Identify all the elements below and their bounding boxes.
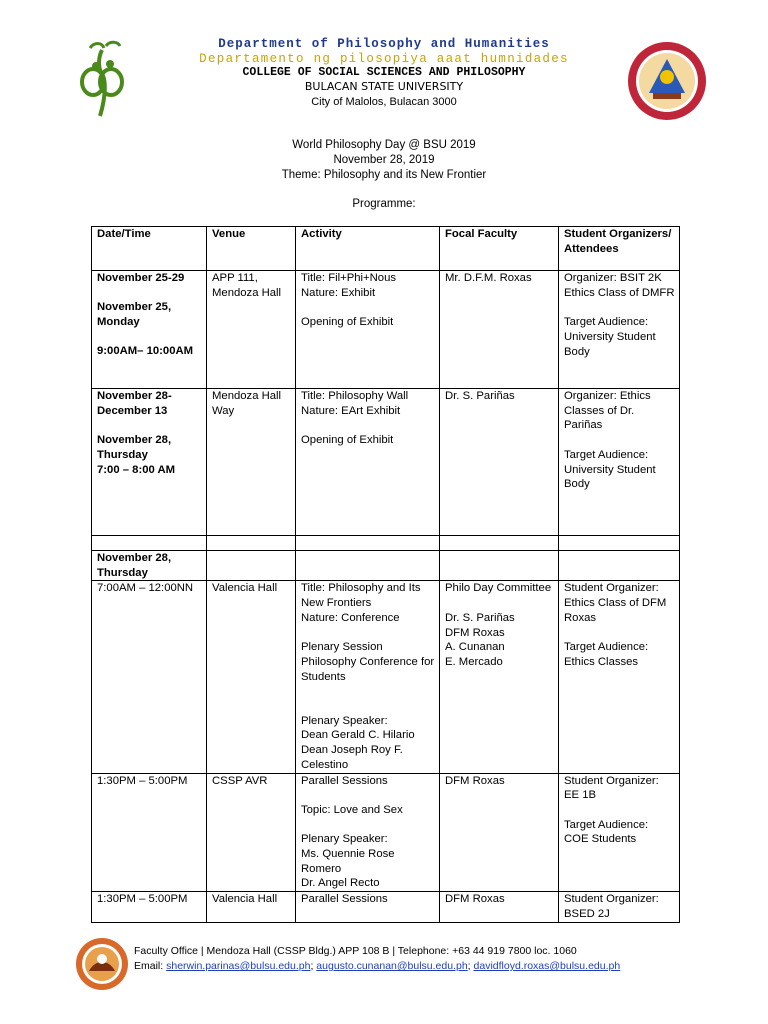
cell-activity (296, 271, 440, 389)
city-address: City of Malolos, Bulacan 3000 (311, 96, 457, 108)
table-row (92, 892, 680, 922)
email-label: Email: (134, 960, 164, 972)
table-row (92, 773, 680, 892)
cell-student: Student Organizer: BSED 2J (559, 892, 680, 922)
plenary-speaker: Dr. Angel Recto (301, 877, 380, 890)
email-link-roxas[interactable]: davidfloyd.roxas@bulsu.edu.ph (473, 960, 621, 972)
cell-venue: APP 111, Mendoza Hall (207, 271, 296, 389)
cell-date-time (92, 271, 207, 389)
activity-title: Title: Philosophy Wall (301, 390, 409, 402)
cell-venue: CSSP AVR (207, 773, 296, 892)
cell-venue: Valencia Hall (207, 581, 296, 773)
organizer: Student Organizer: EE 1B (564, 774, 659, 802)
conference-name: Philosophy Conference for Students (301, 655, 435, 683)
college-seal-icon (75, 937, 129, 991)
plenary-session: Plenary Session (301, 641, 383, 654)
activity-opening: Opening of Exhibit (301, 434, 394, 447)
cell-focal-faculty (440, 581, 559, 773)
table-row (92, 581, 680, 773)
email-link-parinas[interactable]: sherwin.parinas@bulsu.edu.ph (166, 960, 311, 972)
table-row (92, 271, 680, 389)
event-date: November 28, 2019 (333, 154, 435, 166)
organizer: Organizer: BSIT 2K Ethics Class of DMFR (564, 272, 675, 299)
programme-label: Programme: (352, 198, 416, 210)
plenary-speaker: Ms. Quennie Rose Romero (301, 848, 395, 875)
parallel-sessions: Parallel Sessions (301, 774, 388, 787)
cell-venue: Valencia Hall (207, 892, 296, 922)
faculty-member: Dr. S. Pariñas (445, 611, 515, 624)
cell-date-time: November 28, Thursday (92, 551, 207, 581)
target-audience: Target Audience: COE Students (564, 818, 649, 846)
cell-date-time (92, 389, 207, 536)
cell-activity: Parallel Sessions (296, 892, 440, 922)
date-range: November 28- December 13 (97, 390, 172, 417)
activity-title: Title: Philosophy and Its New Frontiers (301, 582, 421, 610)
cell-date-time: 1:30PM – 5:00PM (92, 773, 207, 892)
activity-opening: Opening of Exhibit (301, 316, 394, 329)
plenary-speaker: Dean Joseph Roy F. Celestino (301, 744, 403, 771)
faculty-committee: Philo Day Committee (445, 582, 552, 595)
cell-date-time: 7:00AM – 12:00NN (92, 581, 207, 773)
cell-activity (296, 581, 440, 773)
organizer: Student Organizer: Ethics Class of DFM Roxas (564, 582, 667, 624)
plenary-speaker-label: Plenary Speaker: (301, 833, 388, 846)
table-row (92, 389, 680, 536)
target-audience: Target Audience: University Student Body (564, 448, 656, 491)
header-student-organizers: Student Organizers/ Attendees (559, 227, 680, 271)
faculty-office-info: Faculty Office | Mendoza Hall (CSSP Bldg.) APP 108 B | Telephone: +63 44 919 7800 loc. 1060 (134, 945, 577, 957)
cell-student (559, 773, 680, 892)
date-day: November 25, Monday (97, 301, 172, 329)
event-theme: Theme: Philosophy and its New Frontier (281, 169, 487, 181)
cell-student (559, 271, 680, 389)
date-day: November 28, Thursday (97, 434, 172, 461)
programme-table (91, 226, 680, 923)
target-audience: Target Audience: Ethics Classes (564, 641, 649, 668)
header-activity: Activity (296, 227, 440, 271)
cell-focal-faculty: DFM Roxas (440, 773, 559, 892)
email-line: Email: sherwin.parinas@bulsu.edu.ph; augusto.cunanan@bulsu.edu.ph; davidfloyd.roxas@bulsu.edu.ph (134, 960, 621, 972)
date-range: November 25-29 (97, 272, 185, 284)
faculty-member: A. Cunanan (445, 641, 505, 654)
faculty-member: E. Mercado (445, 655, 503, 668)
activity-title: Title: Fil+Phi+Nous (301, 272, 397, 284)
time: 9:00AM– 10:00AM (97, 345, 194, 358)
event-title: World Philosophy Day @ BSU 2019 (292, 139, 476, 151)
cell-focal-faculty: DFM Roxas (440, 892, 559, 922)
table-row-empty (92, 536, 680, 551)
cell-venue: Mendoza Hall Way (207, 389, 296, 536)
cell-activity (296, 773, 440, 892)
department-name-filipino: Departamento ng pilosopiya aaat humnidades (199, 52, 569, 66)
cell-date-time: 1:30PM – 5:00PM (92, 892, 207, 922)
plenary-speaker: Dean Gerald C. Hilario (301, 729, 415, 742)
cell-focal-faculty: Mr. D.F.M. Roxas (440, 271, 559, 389)
plenary-speaker-label: Plenary Speaker: (301, 714, 388, 727)
header-venue: Venue (207, 227, 296, 271)
header-focal-faculty: Focal Faculty (440, 227, 559, 271)
activity-nature: Nature: EArt Exhibit (301, 404, 401, 417)
cell-student (559, 389, 680, 536)
table-header-row (92, 227, 680, 271)
email-link-cunanan[interactable]: augusto.cunanan@bulsu.edu.ph (316, 960, 468, 972)
department-name: Department of Philosophy and Humanities (218, 37, 550, 51)
activity-nature: Nature: Exhibit (301, 286, 376, 299)
college-name: COLLEGE OF SOCIAL SCIENCES AND PHILOSOPHY (242, 66, 526, 79)
university-name: BULACAN STATE UNIVERSITY (304, 80, 464, 93)
cell-activity (296, 389, 440, 536)
header-date-time: Date/Time (92, 227, 207, 271)
cell-focal-faculty: Dr. S. Pariñas (440, 389, 559, 536)
faculty-member: DFM Roxas (445, 626, 505, 639)
target-audience: Target Audience: University Student Body (564, 316, 656, 358)
time: 7:00 – 8:00 AM (97, 463, 176, 476)
organizer: Organizer: Ethics Classes of Dr. Pariñas (564, 390, 651, 432)
table-row (92, 551, 680, 581)
activity-nature: Nature: Conference (301, 611, 400, 624)
cell-student (559, 581, 680, 773)
session-topic: Topic: Love and Sex (301, 803, 403, 816)
